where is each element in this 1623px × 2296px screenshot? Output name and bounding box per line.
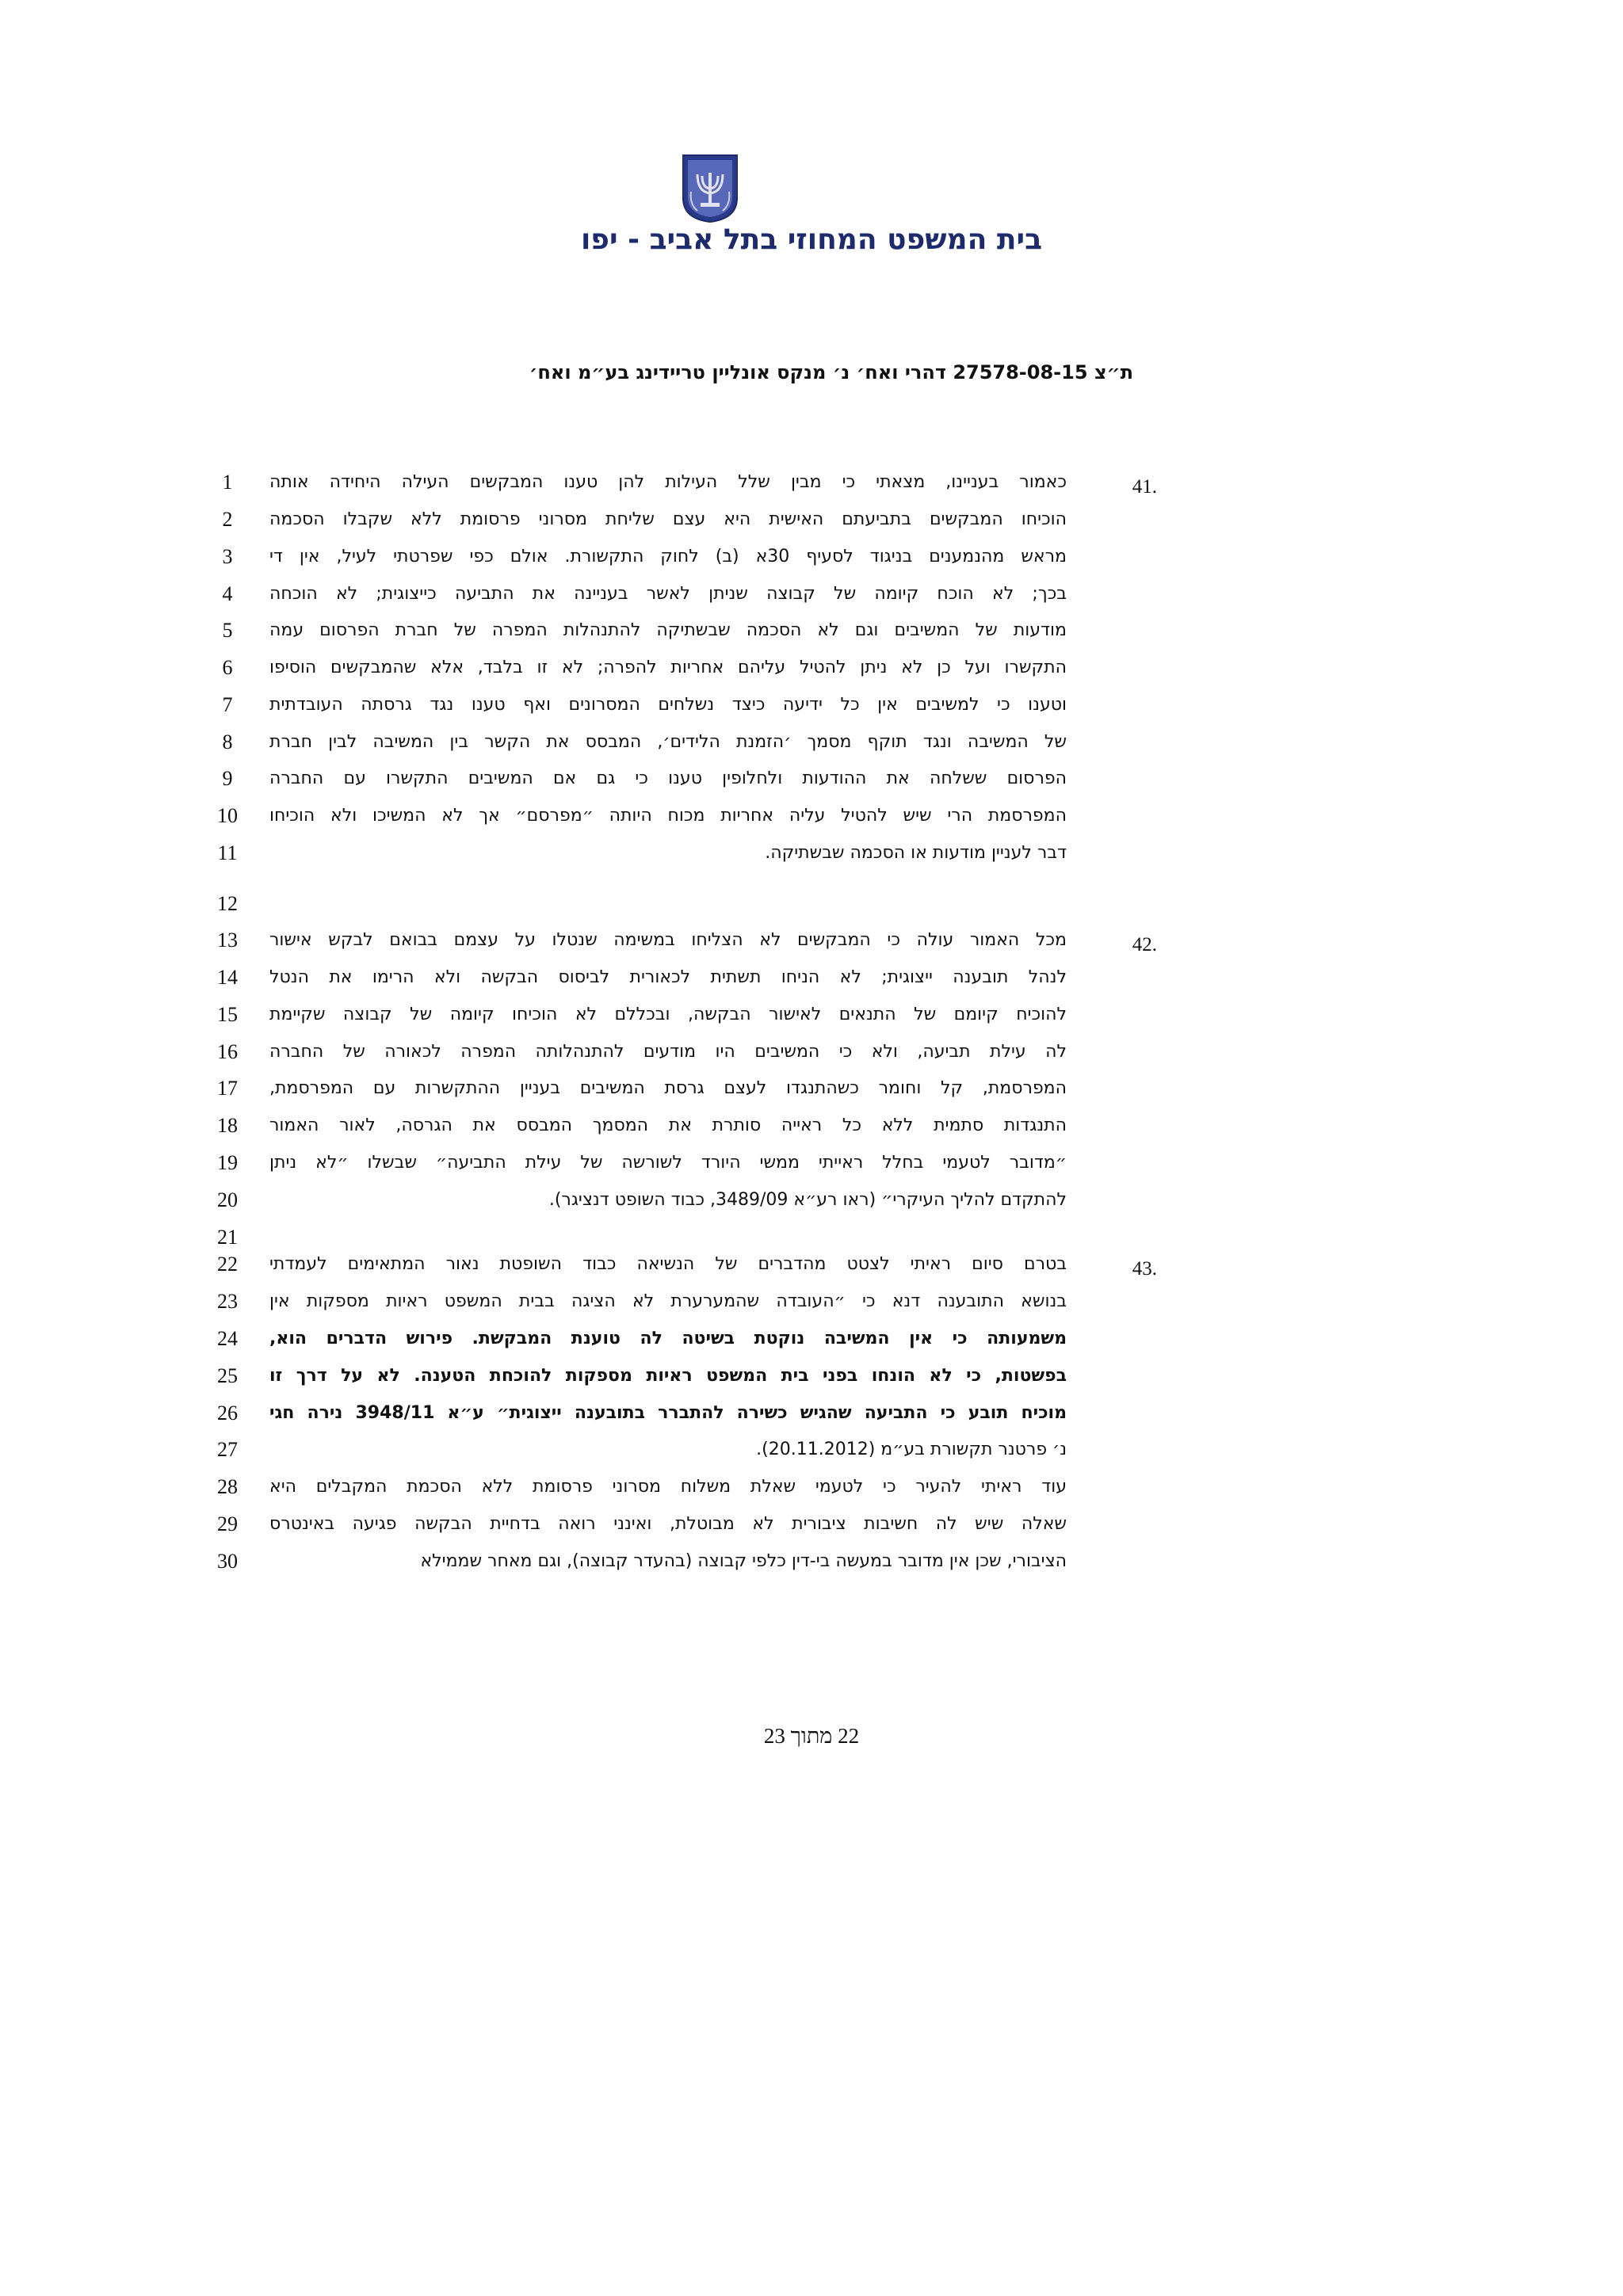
line-text: משמעותה כי אין המשיבה נוקטת בשיטה לה טוענת המבקשת. פירוש הדברים הוא, [269,1329,1067,1348]
line-number: 23 [217,1290,238,1313]
text-line [0,997,1623,1033]
line-text: מראש מהנמענים בניגוד לסעיף 30א (ב) לחוק התקשורת. אולם כפי שפרטתי לעיל, אין די [269,547,1067,566]
line-text: הוכיחו המבקשים בתביעתם האישית היא עצם שליחת מסרוני פרסומת ללא שקבלו הסכמה [269,509,1067,529]
text-line [0,502,1623,538]
line-number: 8 [222,730,233,753]
line-text: הפרסום ששלחה את ההודעות ולחלופין טענו כי גם אם המשיבים התקשרו עם החברה [269,769,1067,788]
line-number: 29 [217,1512,238,1535]
text-line [0,886,1623,922]
state-emblem-icon [680,152,740,223]
line-number: 11 [217,841,238,864]
text-line [0,922,1623,959]
line-text: בפשטות, כי לא הונחו בפני בית המשפט ראיות מספקות להוכחת הטענה. לא על דרך זו [269,1366,1067,1386]
text-line [0,539,1623,575]
text-line [0,650,1623,686]
line-number: 6 [222,656,233,679]
text-line [0,464,1623,501]
line-number: 25 [217,1364,238,1387]
line-number: 9 [222,767,233,790]
line-number: 4 [222,582,233,605]
text-line [0,1469,1623,1505]
line-number: 13 [217,929,238,952]
text-line [0,1358,1623,1394]
text-line [0,1432,1623,1468]
line-number: 1 [222,471,233,494]
line-number: 26 [217,1402,238,1425]
text-line [0,761,1623,797]
line-text: הציבורי, שכן אין מדובר במעשה בי-דין כלפי קבוצה (בהעדר קבוצה), וגם מאחר שממילא [420,1551,1067,1571]
line-text: ״מדובר לטעמי בחלל ראייתי ממשי היורד לשורשה של עילת התביעה״ שבשלו ״לא ניתן [269,1153,1067,1173]
text-line [0,959,1623,996]
line-number: 27 [217,1438,238,1461]
line-number: 20 [217,1188,238,1211]
line-text: המפרסמת הרי שיש להטיל עליה אחריות מכוח היותה ״מפרסם״ אך לא המשיכו ולא הוכיחו [269,806,1067,826]
line-number: 16 [217,1040,238,1063]
line-number: 14 [217,966,238,989]
paragraph-number-41: 41. [1132,476,1157,498]
text-line [0,612,1623,649]
line-number: 17 [217,1077,238,1100]
line-text: מודעות של המשיבים וגם לא הסכמה שבשתיקה להתנהלות המפרה של חברת הפרסום עמה [269,620,1067,640]
line-text: התקשרו ועל כן לא ניתן להטיל עליהם אחריות להפרה; לא זו בלבד, אלא שהמבקשים הוסיפו [269,658,1067,677]
line-text: בטרם סיום ראיתי לצטט מהדברים של הנשיאה כבוד השופטת נאור המתאימים לעמדתי [269,1254,1067,1274]
text-line [0,1108,1623,1144]
line-number: 19 [217,1151,238,1174]
line-number: 2 [222,508,233,531]
case-title: ת״צ 27578-08-15 דהרי ואח׳ נ׳ מנקס אונליין טריידינג בע״מ ואח׳ [529,361,1133,383]
text-line [0,724,1623,761]
line-text: מכל האמור עולה כי המבקשים לא הצליחו במשימה שנטלו על עצמם בבואם לבקש אישור [269,930,1067,950]
line-text: של המשיבה ונגד תוקף מסמך ׳הזמנת הלידים׳, המבסס את הקשר בין המשיבה לבין חברת [269,732,1067,752]
text-line [0,687,1623,723]
page-indicator: 22 מתוך 23 [763,1724,860,1748]
text-line [0,1246,1623,1283]
line-number: 15 [217,1003,238,1026]
line-text: נ׳ פרטנר תקשורת בע״מ (20.11.2012). [756,1440,1067,1459]
line-text: כאמור בעניינו, מצאתי כי מבין שלל העילות להן טענו המבקשים העילה היחידה אותה [269,472,1067,492]
line-text: עוד ראיתי להעיר כי לטעמי שאלת משלוח מסרוני פרסומת ללא הסכמת המקבלים היא [269,1477,1067,1497]
line-text: שאלה שיש לה חשיבות ציבורית לא מבוטלת, ואינני רואה בדחיית הבקשה פגיעה באינטרס [269,1514,1067,1534]
text-line [0,1395,1623,1432]
line-number: 30 [217,1550,238,1573]
line-text: בכך; לא הוכח קיומה של קבוצה שניתן לאשר בעניינה את התביעה כייצוגית; לא הוכחה [269,584,1067,604]
line-text: התנגדות סתמית ללא כל ראייה סותרת את המסמך המבסס את הגרסה, לאור האמור [269,1116,1067,1135]
line-text: מוכיח תובע כי התביעה שהגיש כשירה להתברר בתובענה ייצוגית״ ע״א 3948/11 נירה חגי [269,1403,1067,1423]
text-line [0,1145,1623,1181]
line-number: 3 [222,545,233,568]
text-line [0,576,1623,612]
text-line [0,1182,1623,1219]
paragraph-number-43: 43. [1132,1258,1157,1280]
text-line [0,1321,1623,1357]
text-line [0,1070,1623,1107]
line-text: המפרסמת, קל וחומר כשהתנגדו לעצם גרסת המשיבים בעניין ההתקשרות עם המפרסמת, [269,1078,1067,1098]
line-text: להוכיח קיומם של התנאים לאישור הבקשה, ובכללם לא הוכיחו קיומה של קבוצה שקיימת [269,1005,1067,1024]
text-line [0,835,1623,871]
line-number: 7 [222,693,233,716]
line-text: וטענו כי למשיבים אין כל ידיעה כיצד נשלחים המסרונים ואף טענו נגד גרסתה העובדתית [269,695,1067,715]
line-number: 21 [217,1226,238,1249]
line-text: לה עילת תביעה, ולא כי המשיבים היו מודעים להתנהלותה המפרה לכאורה של החברה [269,1042,1067,1062]
text-line [0,1543,1623,1580]
line-text: דבר לעניין מודעות או הסכמה שבשתיקה. [765,843,1067,863]
line-number: 5 [222,619,233,642]
text-line [0,1034,1623,1070]
text-line [0,798,1623,834]
line-text: לנהל תובענה ייצוגית; לא הניחו תשתית לכאורית לביסוס הבקשה ולא הרימו את הנטל [269,967,1067,987]
line-number: 22 [217,1253,238,1276]
line-number: 18 [217,1114,238,1137]
line-number: 10 [217,804,238,827]
paragraph-number-42: 42. [1132,934,1157,955]
line-number: 12 [217,892,238,915]
line-number: 28 [217,1475,238,1498]
line-text: בנושא התובענה דנא כי ״העובדה שהמערערת לא הציגה בבית המשפט ראיות מספקות אין [269,1291,1067,1311]
line-text: להתקדם להליך העיקרי״ (ראו רע״א 3489/09, כבוד השופט דנציגר). [548,1190,1067,1210]
line-number: 24 [217,1327,238,1350]
text-line [0,1506,1623,1543]
text-line [0,1283,1623,1320]
court-name: בית המשפט המחוזי בתל אביב - יפו [580,223,1043,256]
